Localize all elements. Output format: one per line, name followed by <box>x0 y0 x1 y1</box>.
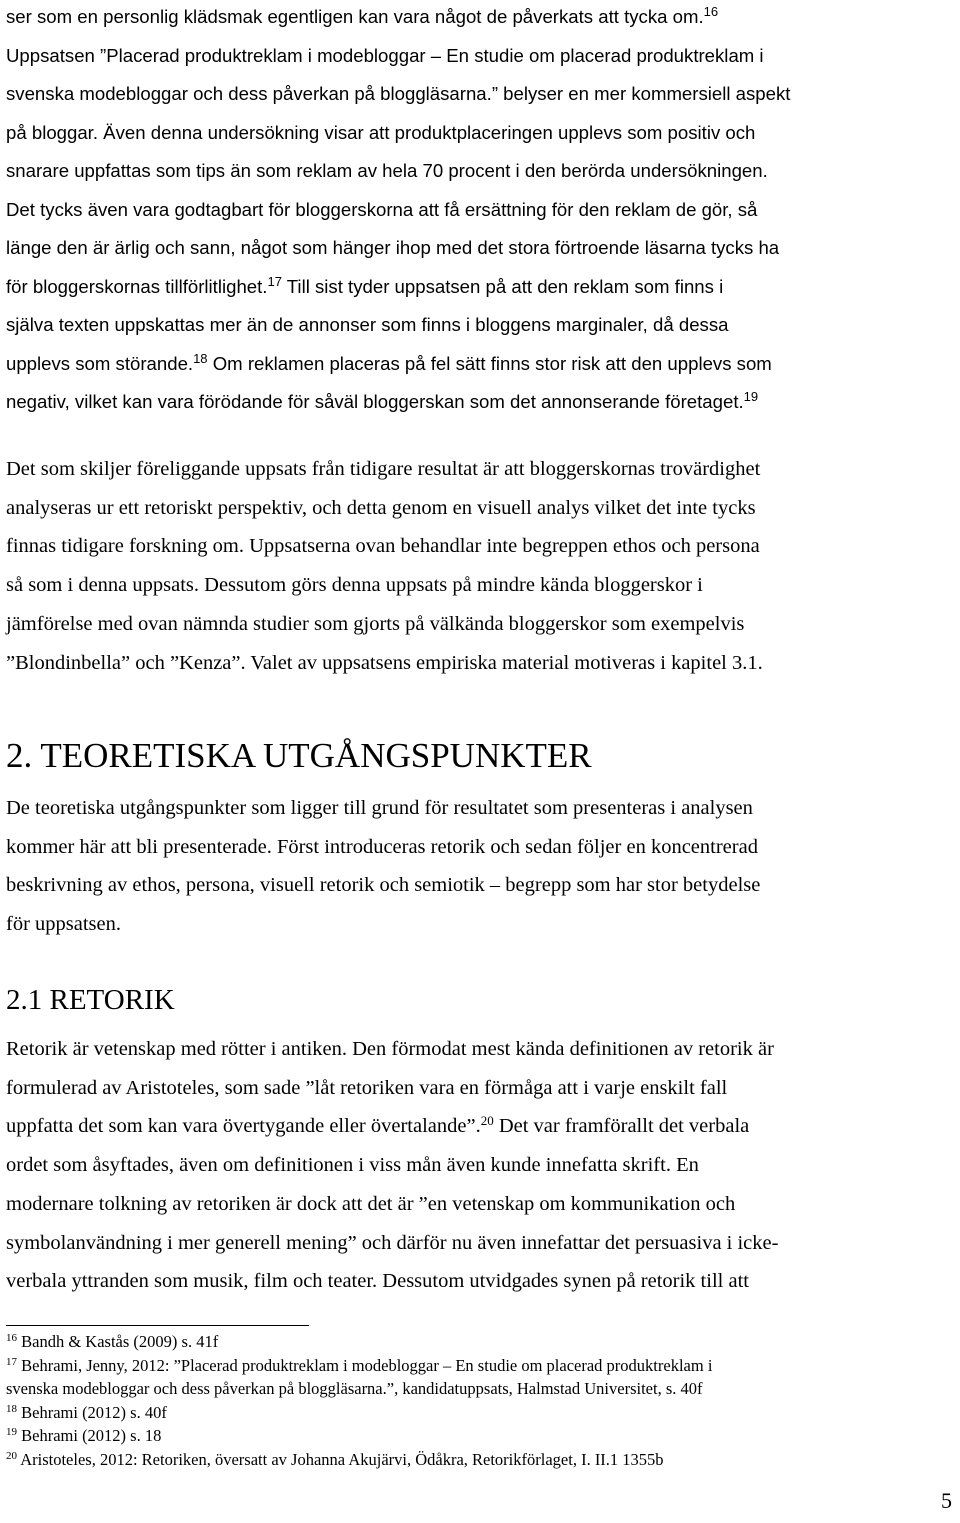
text-line: verbala yttranden som musik, film och teater. Dessutom utvidgades synen på retorik till att <box>6 1270 749 1293</box>
text-line: modernare tolkning av retoriken är dock att det är ”en vetenskap om kommunikation och <box>6 1192 736 1215</box>
text-line: analyseras ur ett retoriskt perspektiv, och detta genom en visuell analys vilket det inte tycks <box>6 496 756 519</box>
text-line: så som i denna uppsats. Dessutom görs denna uppsats på mindre kända bloggerskor i <box>6 574 703 597</box>
text-line: upplevs som störande.$^{18}$ Om reklamen placeras på fel sätt finns stor risk att den upplevs som <box>6 350 772 374</box>
text-line: beskrivning av ethos, persona, visuell retorik och semiotik – begrepp som har stor betydelse <box>6 874 761 897</box>
footnote-ref: 18 <box>193 350 208 366</box>
text-line: snarare uppfattas som tips än som reklam av hela 70 procent i den berörda undersökningen. <box>6 160 768 181</box>
text-line: jämförelse med ovan nämnda studier som gjorts på välkända bloggerskor som exempelvis <box>6 612 745 635</box>
footnote-number: 16 <box>6 1332 17 1344</box>
footnote-ref: 20 <box>480 1113 494 1129</box>
text-line: Det tycks även vara godtagbart för bloggerskorna att få ersättning för den reklam de gör, så <box>6 198 758 220</box>
text-line: negativ, vilket kan vara förödande för såväl bloggerskan som det annonserande företaget.$^{19}$ <box>6 389 759 412</box>
body-paragraph-4 <box>6 1030 778 1301</box>
text-line: på bloggar. Även denna undersökning visar att produktplaceringen upplevs som positiv och <box>6 121 756 143</box>
footnote-item: $^{16}$ Bandh & Kastås (2009) s. 41f <box>6 1332 219 1351</box>
footnote-item: svenska modebloggar och dess påverkan på bloggläsarna.”, kandidatuppsats, Halmstad Universitet, s. 40f <box>6 1379 703 1398</box>
footnote-number: 18 <box>6 1402 17 1415</box>
text-line: kommer här att bli presenterade. Först introduceras retorik och sedan följer en koncentrerad <box>6 835 758 858</box>
footnote-item: $^{18}$ Behrami (2012) s. 40f <box>6 1402 167 1422</box>
body-paragraph-1 <box>6 0 790 422</box>
footnote-ref: 19 <box>743 389 759 404</box>
text-line: De teoretiska utgångspunkter som ligger till grund för resultatet som presenteras i analysen <box>6 797 753 819</box>
footnote-ref: 17 <box>267 273 282 289</box>
footnote-item: $^{17}$ Behrami, Jenny, 2012: ”Placerad produktreklam i modebloggar – En studie om placerad produktreklam i <box>6 1355 713 1375</box>
footnote-number: 19 <box>6 1426 17 1438</box>
text-line: ordet som åsyftades, även om definitionen i viss mån även kunde innefatta skrift. En <box>6 1154 699 1177</box>
footnote-separator <box>6 1325 309 1326</box>
text-line: uppfatta det som kan vara övertygande eller övertalande”.$^{20}$ Det var framförallt det verbala <box>6 1113 750 1138</box>
text-line: finnas tidigare forskning om. Uppsatserna ovan behandlar inte begreppen ethos och persona <box>6 535 760 558</box>
text-line: symbolanvändning i mer generell mening” och därför nu även innefattar det persuasiva i icke- <box>6 1231 779 1254</box>
text-line: Uppsatsen ”Placerad produktreklam i modebloggar – En studie om placerad produktreklam i <box>6 44 764 66</box>
text-line: för bloggerskornas tillförlitlighet.$^{17}$ Till sist tyder uppsatsen på att den reklam som finns i <box>6 273 724 297</box>
body-paragraph-3 <box>6 789 760 944</box>
text-line: ser som en personlig klädsmak egentligen kan vara något de påverkats att tycka om.$^{16}$ <box>6 4 719 27</box>
footnote-ref: 16 <box>703 4 719 19</box>
subsection-heading: 2.1 RETORIK <box>6 984 175 1016</box>
text-line: för uppsatsen. <box>6 913 122 936</box>
footnotes <box>6 1330 712 1471</box>
text-line: Retorik är vetenskap med rötter i antiken. Den förmodat mest kända definitionen av retorik är <box>6 1038 774 1060</box>
text-line: svenska modebloggar och dess påverkan på bloggläsarna.” belyser en mer kommersiell aspekt <box>6 83 791 104</box>
text-line: Det som skiljer föreliggande uppsats från tidigare resultat är att bloggerskornas trovärdighet <box>6 458 761 480</box>
text-line: själva texten uppskattas mer än de annonser som finns i bloggens marginaler, då dessa <box>6 314 729 335</box>
body-paragraph-2 <box>6 450 763 682</box>
text-line: formulerad av Aristoteles, som sade ”låt retoriken vara en förmåga att i varje enskilt fall <box>6 1076 728 1099</box>
footnote-item: $^{19}$ Behrami (2012) s. 18 <box>6 1426 162 1445</box>
text-line: ”Blondinbella” och ”Kenza”. Valet av uppsatsens empiriska material motiveras i kapitel 3.1. <box>6 651 763 674</box>
footnote-item: $^{20}$ Aristoteles, 2012: Retoriken, översatt av Johanna Akujärvi, Ödåkra, Retorikförlaget, I. II.1 1355b <box>6 1449 664 1469</box>
footnote-number: 20 <box>6 1449 17 1462</box>
footnote-number: 17 <box>6 1355 17 1368</box>
page-number: 5 <box>941 1488 952 1513</box>
text-line: länge den är ärlig och sann, något som hänger ihop med det stora förtroende läsarna tycks ha <box>6 237 780 258</box>
section-heading: 2. TEORETISKA UTGÅNGSPUNKTER <box>6 736 592 775</box>
